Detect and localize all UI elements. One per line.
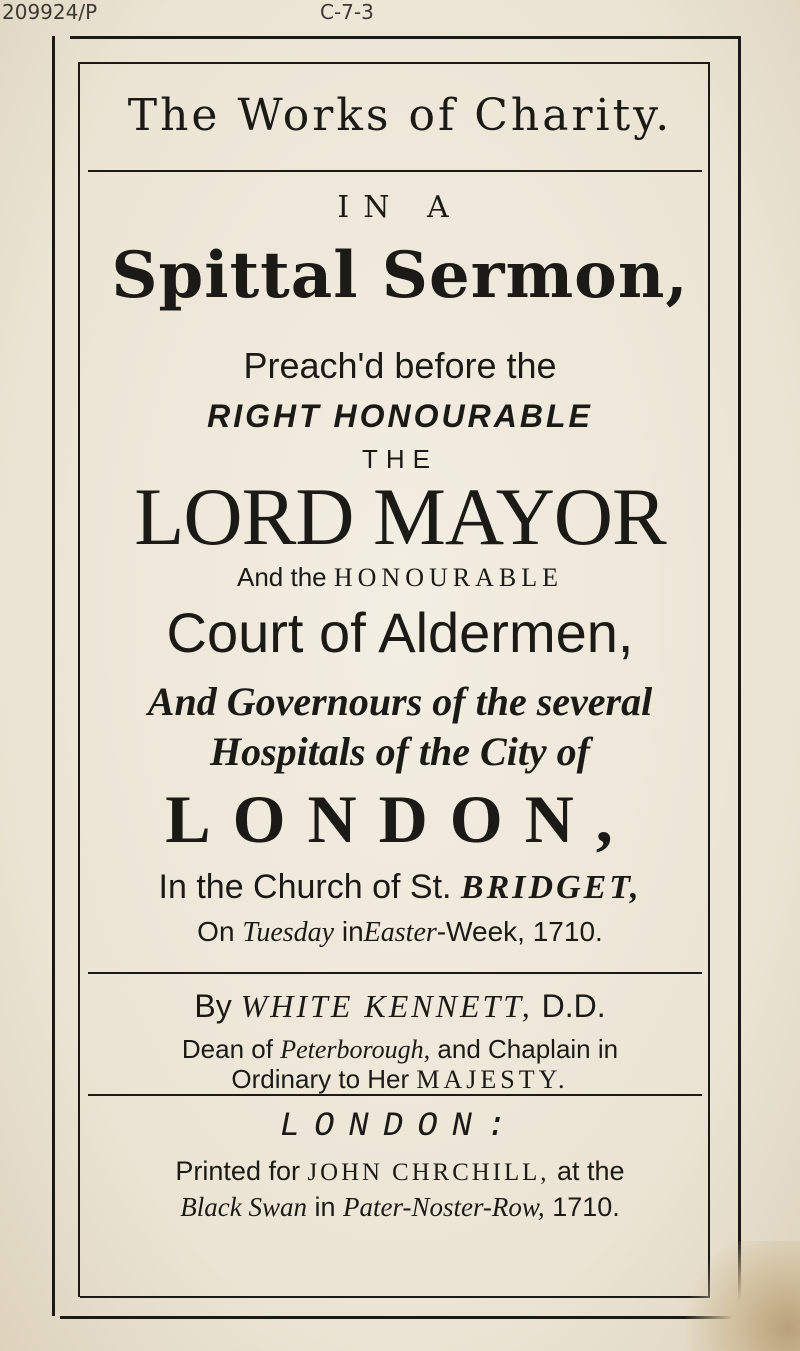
london-heading: LONDON, [165, 781, 635, 857]
date-tuesday: Tuesday [242, 917, 335, 948]
right-honourable: RIGHT HONOURABLE [207, 398, 593, 434]
imprint-city: LONDON: [279, 1108, 521, 1146]
court-of-aldermen: Court of Aldermen, [166, 601, 634, 664]
preached-before: Preach'd before the [243, 345, 557, 386]
work-title: The Works of Charity. [127, 90, 673, 141]
bridget: BRIDGET, [460, 869, 642, 906]
date-rest: -Week, 1710. [436, 916, 603, 947]
ordinary-line [0, 1064, 800, 1095]
divider-title [88, 170, 702, 172]
top-inner-rule [80, 62, 710, 64]
dean-rest: and Chaplain in [437, 1034, 619, 1064]
in-word: in [314, 1192, 336, 1222]
manuscript-shelfmark: 209924/P [2, 0, 98, 24]
lord-mayor: LORD MAYOR [134, 471, 666, 562]
printer-name: JOHN CHRCHILL, [307, 1159, 550, 1186]
manuscript-note: C-7-3 [320, 0, 374, 24]
date-in: in [341, 916, 364, 947]
church-line [0, 868, 800, 907]
peterborough: Peterborough, [280, 1035, 431, 1064]
stained-corner [680, 1241, 800, 1351]
ordinary: Ordinary to Her [231, 1064, 410, 1094]
divider-author [88, 972, 702, 974]
date-line [0, 916, 800, 949]
author-name: WHITE KENNETT, [240, 988, 533, 1024]
black-swan: Black Swan [180, 1192, 307, 1222]
author-line [0, 988, 800, 1025]
author-by: By [194, 988, 232, 1024]
in-a: IN A [337, 190, 463, 225]
imprint-year: 1710. [552, 1192, 620, 1222]
church: In the Church of St. [158, 868, 452, 906]
date-on: On [197, 916, 235, 947]
printed-for-line [0, 1156, 800, 1187]
pater-noster: Pater-Noster-Row, [343, 1192, 545, 1222]
and-the: And the [237, 562, 327, 592]
printed-for: Printed for [175, 1156, 300, 1186]
spital-sermon: Spittal Sermon, [111, 238, 689, 313]
the-word: THE [362, 444, 438, 474]
and-the-honourable [0, 562, 800, 593]
top-outer-rule [70, 36, 740, 39]
governours: And Governours of the several [147, 679, 653, 724]
author-degree: D.D. [541, 988, 606, 1024]
date-easter: Easter [363, 917, 437, 948]
hospitals: Hospitals of the City of [210, 729, 590, 774]
majesty: MAJESTY. [416, 1065, 569, 1094]
dean-line [0, 1034, 800, 1065]
at-the: at the [557, 1156, 625, 1186]
address-line [0, 1192, 800, 1223]
dean-of: Dean of [181, 1034, 273, 1064]
bottom-inner-rule [80, 1296, 710, 1298]
bottom-outer-rule [60, 1316, 740, 1319]
honourable: HONOURABLE [333, 563, 563, 592]
